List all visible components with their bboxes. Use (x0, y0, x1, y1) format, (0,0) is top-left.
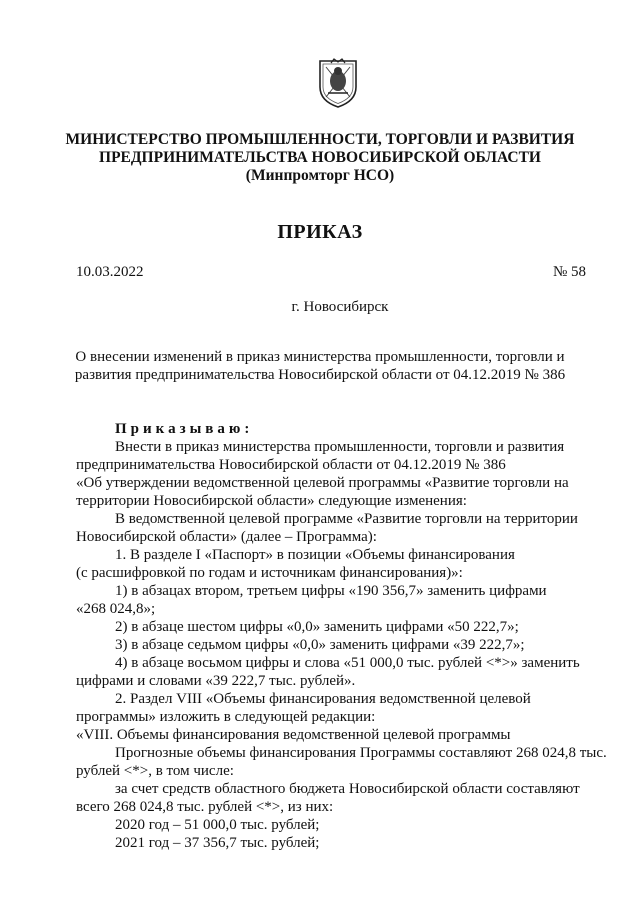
subject-line2: развития предпринимательства Новосибирской области от 04.12.2019 № 386 (74, 367, 566, 383)
document-body (76, 420, 608, 852)
document-city: г. Новосибирск (291, 299, 389, 315)
paragraph-line: рублей <*>, в том числе: (76, 763, 234, 779)
coat-of-arms-icon (316, 57, 360, 109)
paragraph-line: за счет средств областного бюджета Новосибирской области составляют (115, 781, 580, 797)
document-number: № 58 (552, 264, 586, 280)
paragraph-line: 4) в абзаце восьмом цифры и слова «51 000,0 тыс. рублей <*>» заменить (115, 655, 580, 671)
document-date: 10.03.2022 (76, 264, 144, 280)
order-word: Приказываю: (115, 421, 254, 437)
paragraph-line: «Об утверждении ведомственной целевой программы «Развитие торговли на (76, 475, 569, 491)
paragraph-line: Внести в приказ министерства промышленности, торговли и развития (115, 439, 565, 455)
paragraph-line: 2020 год – 51 000,0 тыс. рублей; (115, 817, 320, 833)
section-heading: «VIII. Объемы финансирования ведомственной целевой программы (76, 727, 511, 743)
paragraph-line: «268 024,8»; (76, 601, 156, 617)
ministry-name-line2: ПРЕДПРИНИМАТЕЛЬСТВА НОВОСИБИРСКОЙ ОБЛАСТИ (99, 149, 541, 166)
paragraph-line: Прогнозные объемы финансирования Программы составляют 268 024,8 тыс. (115, 745, 607, 761)
paragraph-line: 2. Раздел VIII «Объемы финансирования ведомственной целевой (115, 691, 531, 707)
paragraph-line: цифрами и словами «39 222,7 тыс. рублей». (76, 673, 356, 689)
paragraph-line: программы» изложить в следующей редакции: (76, 709, 376, 725)
ministry-abbreviation: (Минпромторг НСО) (245, 167, 395, 184)
paragraph-line: всего 268 024,8 тыс. рублей <*>, из них: (76, 799, 334, 815)
paragraph-line: Новосибирской области» (далее – Программа): (76, 529, 377, 545)
paragraph-line: 2021 год – 37 356,7 тыс. рублей; (115, 835, 320, 851)
paragraph-line: территории Новосибирской области» следующие изменения: (76, 493, 467, 509)
paragraph-line: 3) в абзаце седьмом цифры «0,0» заменить цифрами «39 222,7»; (115, 637, 525, 653)
subject-line1: О внесении изменений в приказ министерства промышленности, торговли и (75, 349, 565, 365)
paragraph-line: 1. В разделе I «Паспорт» в позиции «Объемы финансирования (115, 547, 515, 563)
paragraph-line: В ведомственной целевой программе «Развитие торговли на территории (115, 511, 578, 527)
document-title: ПРИКАЗ (277, 221, 363, 243)
document-subject (0, 348, 640, 384)
paragraph-line: предпринимательства Новосибирской области от 04.12.2019 № 386 (76, 457, 506, 473)
ministry-name-line1: МИНИСТЕРСТВО ПРОМЫШЛЕННОСТИ, ТОРГОВЛИ И РАЗВИТИЯ (65, 131, 575, 148)
ministry-header (0, 131, 640, 185)
paragraph-line: 1) в абзацах втором, третьем цифры «190 356,7» заменить цифрами (115, 583, 547, 599)
paragraph-line: 2) в абзаце шестом цифры «0,0» заменить цифрами «50 222,7»; (115, 619, 519, 635)
paragraph-line: (с расшифровкой по годам и источникам финансирования)»: (76, 565, 463, 581)
